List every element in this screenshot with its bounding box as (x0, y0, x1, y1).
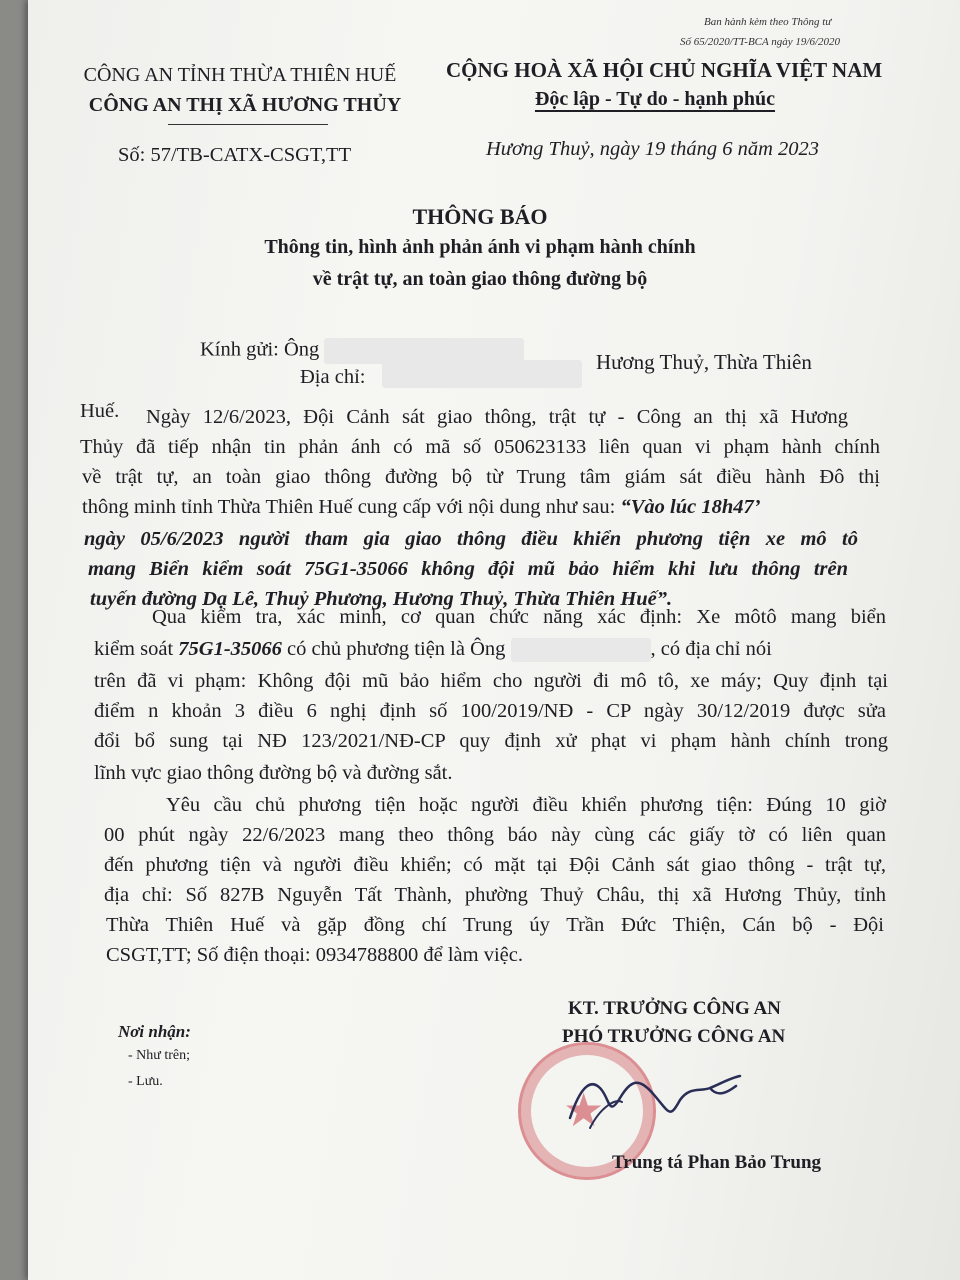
handwritten-signature (560, 1058, 780, 1138)
recipients-item-2: - Lưu. (128, 1074, 163, 1089)
notice-title: THÔNG BÁO (412, 204, 548, 229)
notice-subtitle-2: về trật tự, an toàn giao thông đường bộ (312, 268, 648, 290)
p2-line-2: kiểm soát 75G1-35066 có chủ phương tiện là Ông , có địa chỉ nói (94, 638, 772, 662)
recipient-address: Hương Thuỷ, Thừa Thiên (596, 350, 812, 374)
agency-name: CÔNG AN THỊ XÃ HƯƠNG THỦY (88, 94, 402, 116)
p2-line-6: lĩnh vực giao thông đường bộ và đường sắt. (94, 762, 453, 784)
p1-line-2: Thủy đã tiếp nhận tin phản ánh có mã số 050623133 liên quan vi phạm hành chính (80, 436, 880, 458)
p1-quote-2: mang Biển kiểm soát 75G1-35066 không đội mũ bảo hiểm khi lưu thông trên (88, 558, 848, 580)
signature-line-1: KT. TRƯỞNG CÔNG AN (568, 998, 781, 1019)
p1-line-1: Ngày 12/6/2023, Đội Cảnh sát giao thông, trật tự - Công an thị xã Hương (146, 406, 848, 428)
recipient-to: Kính gửi: Ông (200, 338, 524, 364)
top-note-line1: Ban hành kèm theo Thông tư (704, 16, 832, 28)
p1-quote-1: ngày 05/6/2023 người tham gia giao thông điều khiển phương tiện xe mô tô (84, 528, 858, 550)
p1-line-4: thông minh tỉnh Thừa Thiên Huế cung cấp với nội dung như sau: “Vào lúc 18h47’ (82, 496, 761, 518)
p2-line-1: Qua kiểm tra, xác minh, cơ quan chức năng xác định: Xe môtô mang biển (152, 606, 886, 628)
agency-underline (168, 124, 328, 125)
p3-line-2: 00 phút ngày 22/6/2023 mang theo thông báo này cùng các giấy tờ có liên quan (104, 824, 886, 846)
p2-line-5: đổi bổ sung tại NĐ 123/2021/NĐ-CP quy định xử phạt vi phạm hành chính trong (94, 730, 888, 752)
signer-name: Trung tá Phan Bảo Trung (612, 1152, 822, 1173)
recipient-address-wrap: Huế. (80, 400, 120, 422)
p1-line-3: về trật tự, an toàn giao thông đường bộ từ Trung tâm giám sát điều hành Đô thị (82, 466, 880, 488)
redacted-owner (511, 638, 651, 662)
notice-subtitle-1: Thông tin, hình ảnh phản ánh vi phạm hành chính (264, 236, 696, 258)
agency-parent: CÔNG AN TỈNH THỪA THIÊN HUẾ (83, 64, 397, 86)
place-date: Hương Thuỷ, ngày 19 tháng 6 năm 2023 (486, 138, 820, 160)
redacted-address (382, 360, 582, 388)
p3-line-5: Thừa Thiên Huế và gặp đồng chí Trung úy Trần Đức Thiện, Cán bộ - Đội (106, 914, 884, 936)
p1-quote-3: tuyến đường Dạ Lê, Thuỷ Phương, Hương Thuỷ, Thừa Thiên Huế”. (90, 588, 673, 610)
p3-line-6: CSGT,TT; Số điện thoại: 0934788800 để làm việc. (106, 944, 523, 966)
top-note-line2: Số 65/2020/TT-BCA ngày 19/6/2020 (680, 36, 841, 48)
p3-line-4: địa chỉ: Số 827B Nguyễn Tất Thành, phường Thuỷ Châu, thị xã Hương Thủy, tỉnh (104, 884, 886, 906)
p2-line-3: trên đã vi phạm: Không đội mũ bảo hiểm cho người đi mô tô, xe máy; Quy định tại (94, 670, 888, 692)
seal-star-icon: ★ (563, 1085, 605, 1136)
doc-number: Số: 57/TB-CATX-CSGT,TT (118, 144, 352, 166)
recipients-item-1: - Như trên; (128, 1048, 191, 1063)
p3-line-3: đến phương tiện và người điều khiển; có mặt tại Đội Cảnh sát giao thông - trật tự, (104, 854, 886, 876)
p2-line-4: điểm n khoản 3 điều 6 nghị định số 100/2019/NĐ - CP ngày 30/12/2019 được sửa (94, 700, 886, 722)
motto: Độc lập - Tự do - hạnh phúc (534, 88, 776, 110)
recipient-address-label: Địa chỉ: (300, 366, 366, 388)
recipients-label: Nơi nhận: (118, 1022, 191, 1041)
p3-line-1: Yêu cầu chủ phương tiện hoặc người điều khiển phương tiện: Đúng 10 giờ (166, 794, 886, 816)
signature-line-2: PHÓ TRƯỞNG CÔNG AN (562, 1026, 786, 1047)
nation-title: CỘNG HOÀ XÃ HỘI CHỦ NGHĨA VIỆT NAM (446, 58, 883, 82)
